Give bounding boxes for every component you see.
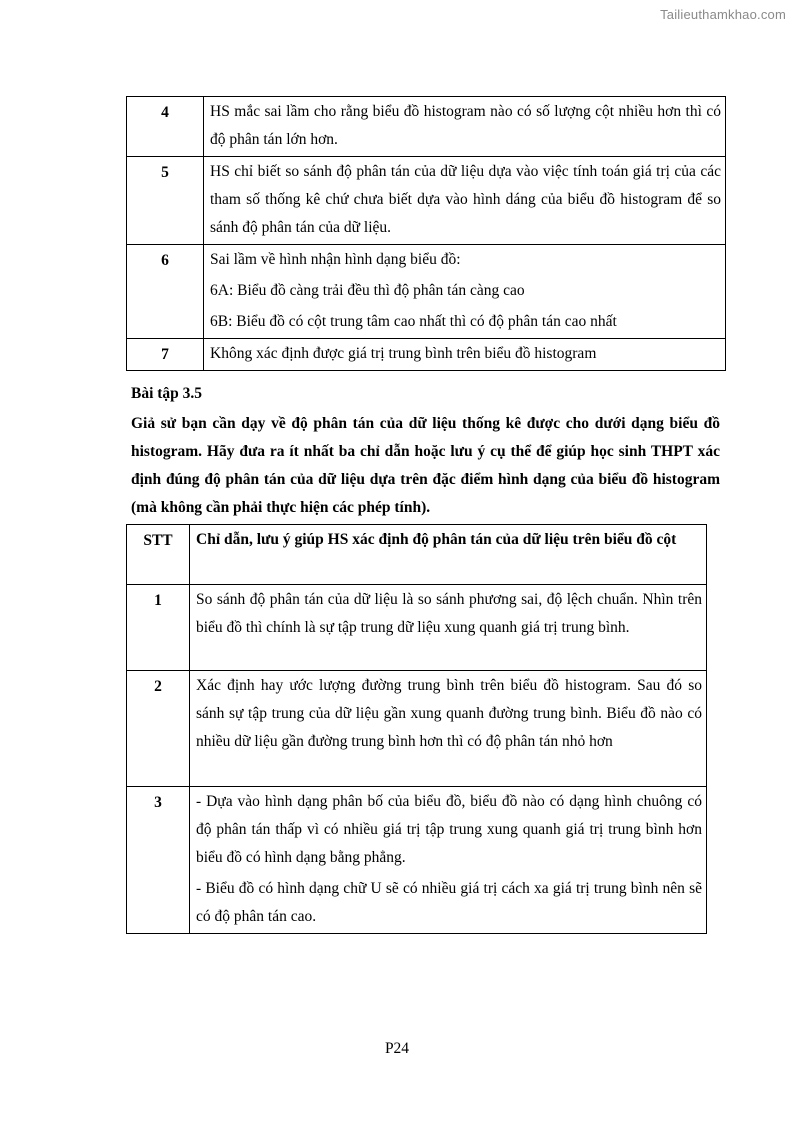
row-number: 7 — [127, 339, 204, 371]
column-header-guidance: Chỉ dẫn, lưu ý giúp HS xác định độ phân tán của dữ liệu trên biểu đồ cột — [190, 525, 707, 585]
row-text — [204, 97, 726, 157]
table-row — [127, 787, 707, 934]
row-text — [190, 787, 707, 934]
watermark: Tailieuthamkhao.com — [660, 7, 786, 22]
row-line: - Dựa vào hình dạng phân bố của biểu đồ, biểu đồ nào có dạng hình chuông có độ phân tán thấp vì có nhiều giá trị tập trung xung quanh giá trị trung bình hơn biểu đồ có hình dạng bằng phẳng. — [196, 793, 702, 866]
row-number: 2 — [127, 671, 190, 787]
guidance-table — [126, 524, 707, 934]
row-number: 5 — [127, 157, 204, 245]
row-line: Sai lầm về hình nhận hình dạng biểu đồ: — [210, 251, 461, 268]
misconceptions-table — [126, 96, 726, 371]
exercise-title: Bài tập 3.5 — [131, 385, 203, 402]
row-number: 4 — [127, 97, 204, 157]
row-number: 6 — [127, 245, 204, 339]
row-text — [204, 157, 726, 245]
row-line: - Biểu đồ có hình dạng chữ U sẽ có nhiều giá trị cách xa giá trị trung bình nên sẽ có độ phân tán cao. — [196, 880, 702, 925]
table-header-row — [127, 525, 707, 585]
exercise-question: Giả sử bạn cần dạy về độ phân tán của dữ liệu thống kê được cho dưới dạng biểu đồ histogram. Hãy đưa ra ít nhất ba chỉ dẫn hoặc lưu ý cụ thể để giúp học sinh THPT xác định đúng độ phân tán của dữ liệu dựa trên đặc điểm hình dạng của biểu đồ histogram (mà không cần phải thực hiện các phép tính). — [131, 415, 720, 516]
row-line: 6B: Biểu đồ có cột trung tâm cao nhất thì có độ phân tán cao nhất — [210, 313, 617, 330]
page-number: P24 — [384, 1040, 410, 1057]
row-text — [204, 245, 726, 339]
table-row — [127, 671, 707, 787]
table-row — [127, 245, 726, 339]
table-row — [127, 157, 726, 245]
table-row — [127, 585, 707, 671]
row-line: Xác định hay ước lượng đường trung bình trên biểu đồ histogram. Sau đó so sánh sự tập trung của dữ liệu gần xung quanh đường trung bình. Biểu đồ nào có nhiều dữ liệu gần đường trung bình hơn thì có độ phân tán nhỏ hơn — [196, 677, 702, 750]
row-line: HS chỉ biết so sánh độ phân tán của dữ liệu dựa vào việc tính toán giá trị của các tham số thống kê chứ chưa biết dựa vào hình dáng của biểu đồ histogram để so sánh độ phân tán của dữ liệu. — [210, 163, 721, 236]
row-number: 3 — [127, 787, 190, 934]
row-line: 6A: Biểu đồ càng trải đều thì độ phân tán càng cao — [210, 282, 525, 299]
row-line: Không xác định được giá trị trung bình trên biểu đồ histogram — [210, 345, 597, 362]
row-line: So sánh độ phân tán của dữ liệu là so sánh phương sai, độ lệch chuẩn. Nhìn trên biểu đồ thì chính là sự tập trung dữ liệu xung quanh giá trị trung bình. — [196, 591, 702, 636]
table-row — [127, 339, 726, 371]
row-text — [190, 585, 707, 671]
row-line: HS mắc sai lầm cho rằng biểu đồ histogram nào có số lượng cột nhiều hơn thì có độ phân tán lớn hơn. — [210, 103, 721, 148]
column-header-stt: STT — [127, 525, 190, 585]
row-text — [190, 671, 707, 787]
table-row — [127, 97, 726, 157]
row-text — [204, 339, 726, 371]
row-number: 1 — [127, 585, 190, 671]
